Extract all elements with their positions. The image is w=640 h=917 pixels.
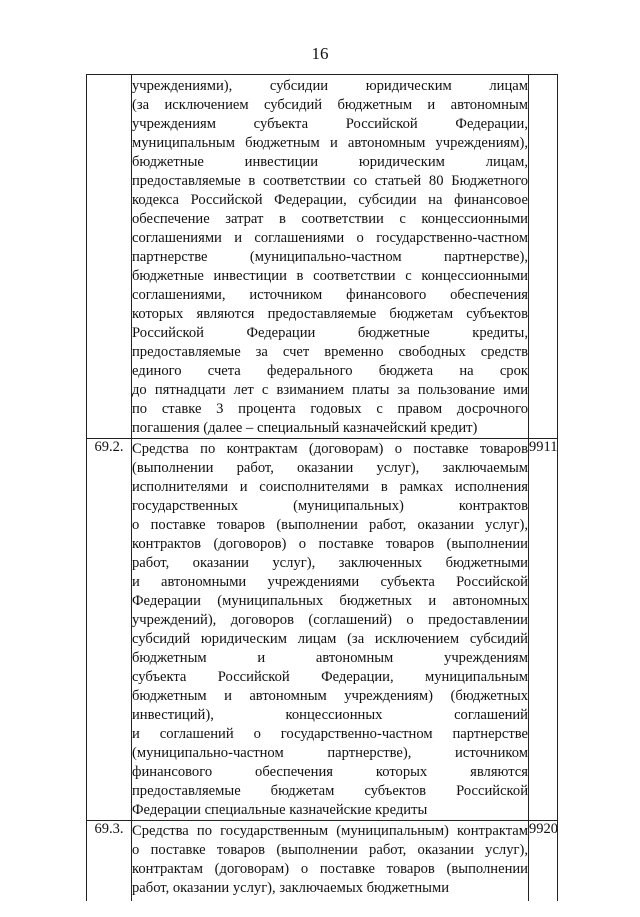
text-line: Средства по контрактам (договорам) о поставке товаров	[132, 441, 528, 457]
text-line: которых являются предоставляемые бюджетам субъектов	[132, 306, 528, 322]
row-code-cell: 9911	[529, 439, 558, 821]
row-description-cell	[132, 821, 529, 902]
text-line: бюджетные инвестиции юридическим лицам,	[132, 154, 528, 170]
text-line: по ставке 3 процента годовых с правом досрочного	[132, 401, 528, 417]
text-line: предоставляемые бюджетам субъектов Российской	[132, 783, 528, 799]
text-line: субсидий юридическим лицам (за исключением субсидий	[132, 631, 528, 647]
text-line: (за исключением субсидий бюджетным и автономным	[132, 97, 528, 113]
text-line: Российской Федерации бюджетные кредиты,	[132, 325, 528, 341]
text-line: бюджетным и автономным учреждениям) (бюджетных	[132, 688, 528, 704]
text-line: контрактов (договоров) о поставке товаров (выполнении	[132, 536, 528, 552]
page-number: 16	[311, 44, 329, 63]
text-line: учреждениями), субсидии юридическим лицам	[132, 78, 528, 94]
text-line: (муниципально-частном партнерстве), источником	[132, 745, 528, 761]
row-description-cell	[132, 439, 529, 821]
text-line: обеспечение затрат в соответствии с концессионными	[132, 211, 528, 227]
row-code-cell: 9920	[529, 821, 558, 902]
text-line: Федерации (муниципальных бюджетных и автономных	[132, 593, 528, 609]
text-line: соглашениями и соглашениями о государственно-частном	[132, 230, 528, 246]
text-line: и соглашений о государственно-частном партнерстве	[132, 726, 528, 742]
row-number-cell	[87, 75, 132, 439]
text-line: погашения (далее – специальный казначейский кредит)	[132, 420, 478, 436]
text-line: финансового обеспечения которых являются	[132, 764, 528, 780]
text-line: соглашениями, источником финансового обеспечения	[132, 287, 528, 303]
description-text	[132, 439, 528, 820]
description-text	[132, 75, 528, 438]
text-line: муниципальным бюджетным и автономным учреждениям),	[132, 135, 528, 151]
text-line: единого счета федерального бюджета на срок	[132, 363, 528, 379]
text-line: государственных (муниципальных) контрактов	[132, 498, 528, 514]
row-description-cell	[132, 75, 529, 439]
table-row	[87, 821, 558, 902]
text-line: и автономными учреждениями субъекта Российской	[132, 574, 528, 590]
text-line: бюджетным и автономным учреждениям	[132, 650, 528, 666]
text-line: работ, оказании услуг), заключаемых бюджетными	[132, 880, 449, 896]
text-line: о поставке товаров (выполнении работ, оказании услуг),	[132, 517, 528, 533]
text-line: Средства по государственным (муниципальным) контрактам	[132, 823, 528, 839]
text-line: Федерации специальные казначейские кредиты	[132, 802, 428, 818]
text-line: до пятнадцати лет с взиманием платы за пользование ими	[132, 382, 528, 398]
row-number-cell: 69.2.	[87, 439, 132, 821]
text-line: предоставляемые в соответствии со статьей 80 Бюджетного	[132, 173, 528, 189]
text-line: контрактам (договорам) о поставке товаров (выполнении	[132, 861, 528, 877]
description-text	[132, 821, 528, 898]
text-line: учреждений), договоров (соглашений) о предоставлении	[132, 612, 528, 628]
text-line: бюджетные инвестиции в соответствии с концессионными	[132, 268, 528, 284]
text-line: работ, оказании услуг), заключенных бюджетными	[132, 555, 528, 571]
row-number-cell: 69.3.	[87, 821, 132, 902]
text-line: кодекса Российской Федерации, субсидии на финансовое	[132, 192, 528, 208]
text-line: субъекта Российской Федерации, муниципальным	[132, 669, 528, 685]
table-row	[87, 75, 558, 439]
table-row	[87, 439, 558, 821]
text-line: о поставке товаров (выполнении работ, оказании услуг),	[132, 842, 528, 858]
text-line: (выполнении работ, оказании услуг), заключаемым	[132, 460, 528, 476]
text-line: исполнителями и соисполнителями в рамках исполнения	[132, 479, 528, 495]
budget-codes-table	[86, 74, 558, 901]
text-line: предоставляемые за счет временно свободных средств	[132, 344, 528, 360]
text-line: инвестиций), концессионных соглашений	[132, 707, 528, 723]
row-code-cell	[529, 75, 558, 439]
text-line: учреждениям субъекта Российской Федерации,	[132, 116, 528, 132]
text-line: партнерстве (муниципально-частном партнерстве),	[132, 249, 528, 265]
